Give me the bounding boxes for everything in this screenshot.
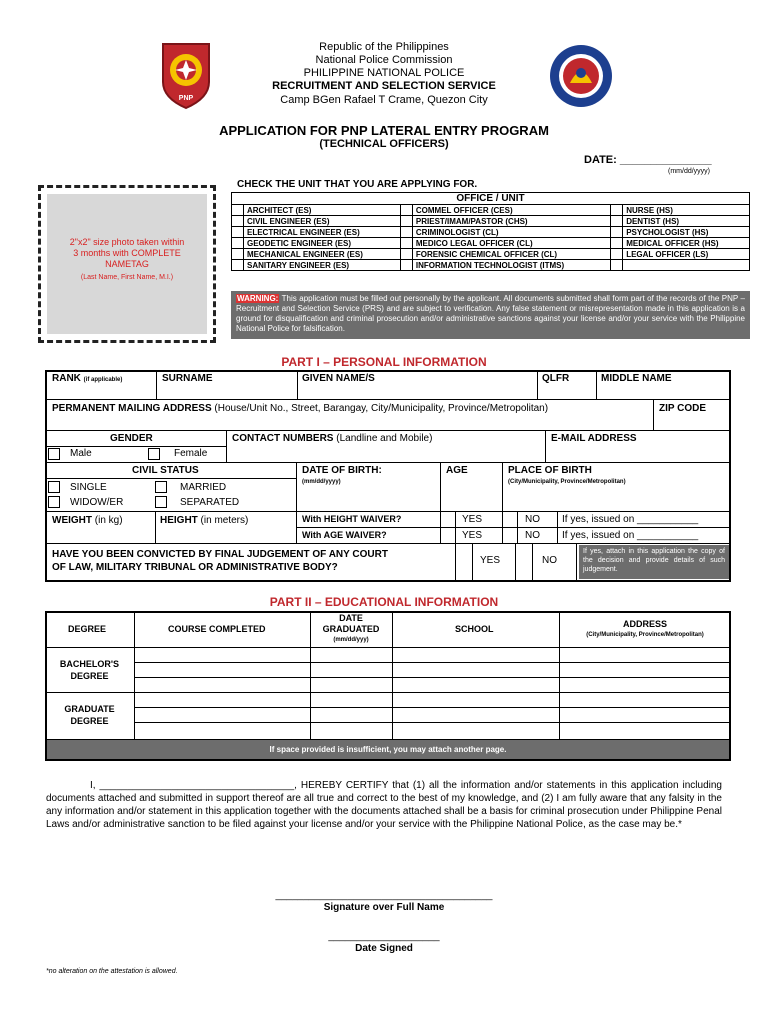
school-header: SCHOOL xyxy=(455,624,494,634)
unit-label: MEDICO LEGAL OFFICER (CL) xyxy=(412,238,610,249)
bachelor-degree-label: BACHELOR'S DEGREE xyxy=(59,659,120,681)
units-header: OFFICE / UNIT xyxy=(232,193,750,205)
signature-line[interactable]: _______________________________________ xyxy=(275,890,493,901)
photo-instruction-3: NAMETAG xyxy=(105,259,149,269)
age-waiver-issued[interactable]: If yes, issued on ___________ xyxy=(562,530,699,541)
unit-label: ARCHITECT (ES) xyxy=(244,205,401,216)
warning-text: This application must be filled out personally by the applicant. All documents submitted shall form part of the records of the PNP – Recruitment and Selection Service (PRS) and are subject to verification. Any false statement or misrepresentation made in this application is a ground for disqualification and criminal prosecution and/or administrative sanctions against your license and/or your service with the Philippine National Police for falsification. xyxy=(236,294,745,333)
part1-title: PART I – PERSONAL INFORMATION xyxy=(281,355,487,369)
age-label[interactable]: AGE xyxy=(446,465,468,476)
single-label: SINGLE xyxy=(70,482,107,493)
unit-label: GEODETIC ENGINEER (ES) xyxy=(244,238,401,249)
unit-label: MECHANICAL ENGINEER (ES) xyxy=(244,249,401,260)
married-checkbox[interactable] xyxy=(155,481,167,493)
surname-label[interactable]: SURNAME xyxy=(162,373,213,384)
unit-label: MEDICAL OFFICER (HS) xyxy=(623,238,750,249)
header-camp: Camp BGen Rafael T Crame, Quezon City xyxy=(280,94,488,106)
zip-label[interactable]: ZIP CODE xyxy=(659,403,707,414)
height-label[interactable]: HEIGHT (in meters) xyxy=(160,515,249,526)
male-checkbox[interactable] xyxy=(48,448,60,460)
units-table xyxy=(231,192,750,271)
photo-instruction-4: (Last Name, First Name, M.I.) xyxy=(80,274,174,281)
pob-label[interactable]: PLACE OF BIRTH xyxy=(508,465,592,476)
height-waiver-yes[interactable]: YES xyxy=(462,514,483,525)
warning-box xyxy=(231,291,750,339)
unit-label: NURSE (HS) xyxy=(623,205,750,216)
warning-tag: WARNING: xyxy=(237,294,279,303)
unit-instruction: CHECK THE UNIT THAT YOU ARE APPLYING FOR. xyxy=(237,179,478,190)
degree-header: DEGREE xyxy=(68,624,107,634)
female-label: Female xyxy=(174,448,208,459)
date-format: (mm/dd/yyyy) xyxy=(668,168,710,175)
photo-box[interactable] xyxy=(38,185,216,343)
pob-format: (City/Municipality, Province/Metropolitan) xyxy=(508,479,626,485)
unit-checkbox[interactable] xyxy=(232,238,244,249)
unit-checkbox[interactable] xyxy=(611,227,623,238)
height-waiver-label: With HEIGHT WAIVER? xyxy=(302,514,402,524)
header-pnp: PHILIPPINE NATIONAL POLICE xyxy=(303,67,465,79)
unit-checkbox[interactable] xyxy=(611,249,623,260)
unit-label: LEGAL OFFICER (LS) xyxy=(623,249,750,260)
unit-checkbox[interactable] xyxy=(400,238,412,249)
email-label[interactable]: E-MAIL ADDRESS xyxy=(551,433,637,444)
course-header: COURSE COMPLETED xyxy=(168,624,266,634)
unit-label: FORENSIC CHEMICAL OFFICER (CL) xyxy=(412,249,610,260)
civil-status-label: CIVIL STATUS xyxy=(132,465,199,476)
single-checkbox[interactable] xyxy=(48,481,60,493)
convicted-yes[interactable]: YES xyxy=(480,555,501,566)
photo-instruction-2: 3 months with COMPLETE xyxy=(73,248,181,258)
unit-checkbox[interactable] xyxy=(400,249,412,260)
unit-checkbox xyxy=(611,260,623,271)
separated-checkbox[interactable] xyxy=(155,496,167,508)
form-subtitle: (TECHNICAL OFFICERS) xyxy=(319,138,449,150)
date-graduated-header: DATE GRADUATED (mm/dd/yyy) xyxy=(322,613,380,643)
form-title: APPLICATION FOR PNP LATERAL ENTRY PROGRAM xyxy=(219,123,549,138)
address-header: ADDRESS (City/Municipality, Province/Metropolitan) xyxy=(586,619,704,638)
middle-name-label[interactable]: MIDDLE NAME xyxy=(601,373,672,384)
unit-label: ELECTRICAL ENGINEER (ES) xyxy=(244,227,401,238)
date-field[interactable]: DATE: _______________ xyxy=(584,154,712,166)
address-label[interactable]: PERMANENT MAILING ADDRESS (House/Unit No., Street, Barangay, City/Municipality, Province/Metropolitan) xyxy=(52,403,549,414)
unit-checkbox[interactable] xyxy=(232,227,244,238)
unit-label: CRIMINOLOGIST (CL) xyxy=(412,227,610,238)
unit-label: PSYCHOLOGIST (HS) xyxy=(623,227,750,238)
signature-label: Signature over Full Name xyxy=(323,902,445,913)
unit-label: CIVIL ENGINEER (ES) xyxy=(244,216,401,227)
widow-label: WIDOW/ER xyxy=(70,497,124,508)
date-signed-line[interactable]: ____________________ xyxy=(328,931,440,942)
given-name-label[interactable]: GIVEN NAME/S xyxy=(302,373,375,384)
unit-checkbox[interactable] xyxy=(400,227,412,238)
gender-label: GENDER xyxy=(110,433,153,444)
age-waiver-no[interactable]: NO xyxy=(525,530,540,541)
header-republic: Republic of the Philippines xyxy=(319,41,449,53)
widow-checkbox[interactable] xyxy=(48,496,60,508)
unit-label: PRIEST/IMAM/PASTOR (CHS) xyxy=(412,216,610,227)
unit-checkbox[interactable] xyxy=(400,260,412,271)
dob-format: (mm/dd/yyyy) xyxy=(302,479,341,485)
separated-label: SEPARATED xyxy=(180,497,240,508)
unit-label: COMMEL OFFICER (CES) xyxy=(412,205,610,216)
unit-checkbox[interactable] xyxy=(232,205,244,216)
unit-checkbox[interactable] xyxy=(611,205,623,216)
age-waiver-yes[interactable]: YES xyxy=(462,530,483,541)
header-napolcom: National Police Commission xyxy=(315,54,453,66)
married-label: MARRIED xyxy=(180,482,227,493)
height-waiver-issued[interactable]: If yes, issued on ___________ xyxy=(562,514,699,525)
unit-checkbox[interactable] xyxy=(232,260,244,271)
unit-label: DENTIST (HS) xyxy=(623,216,750,227)
female-checkbox[interactable] xyxy=(148,448,160,460)
unit-checkbox[interactable] xyxy=(232,216,244,227)
convicted-question-1: HAVE YOU BEEN CONVICTED BY FINAL JUDGEMENT OF ANY COURT xyxy=(52,549,388,560)
photo-instruction-1: 2"x2" size photo taken within xyxy=(69,237,185,247)
convicted-question-2: OF LAW, MILITARY TRIBUNAL OR ADMINISTRATIVE BODY? xyxy=(52,562,338,573)
unit-label xyxy=(623,260,750,271)
height-waiver-no[interactable]: NO xyxy=(525,514,540,525)
footnote: *no alteration on the attestation is allowed. xyxy=(46,968,178,975)
age-waiver-label: With AGE WAIVER? xyxy=(302,530,387,540)
convicted-no[interactable]: NO xyxy=(542,555,557,566)
unit-label: SANITARY ENGINEER (ES) xyxy=(244,260,401,271)
unit-checkbox[interactable] xyxy=(400,216,412,227)
part2-title: PART II – EDUCATIONAL INFORMATION xyxy=(269,595,499,609)
unit-checkbox[interactable] xyxy=(611,238,623,249)
contact-label[interactable]: CONTACT NUMBERS (Landline and Mobile) xyxy=(232,433,433,444)
attach-note: If yes, attach in this application the copy of the decision and provide details of such judgement. xyxy=(579,545,729,579)
date-signed-label: Date Signed xyxy=(355,943,413,954)
weight-label[interactable]: WEIGHT (in kg) xyxy=(52,515,123,526)
unit-checkbox[interactable] xyxy=(400,205,412,216)
qlfr-label[interactable]: QLFR xyxy=(542,373,570,384)
unit-label: INFORMATION TECHNOLOGIST (ITMS) xyxy=(412,260,610,271)
header-rss: RECRUITMENT AND SELECTION SERVICE xyxy=(272,80,496,92)
certification-text: I, ___________________________________, HEREBY CERTIFY that (1) all the information and/or statements in this application including documents attached and submitted in support thereof are all true and correct to the best of my knowledge, and (2) I am fully aware that any falsity in the any information and/or statement in this application together with the documents attached shall be a basis for criminal prosecution under Philippine Penal Laws and/or administrative sanction to be filed against your license and/or your service with the Philippine National Police, as the case may be.* xyxy=(46,780,722,830)
male-label: Male xyxy=(70,448,92,459)
unit-checkbox[interactable] xyxy=(232,249,244,260)
insufficient-note: If space provided is insufficient, you may attach another page. xyxy=(47,740,729,759)
svg-text:PNP: PNP xyxy=(178,95,194,102)
graduate-degree-label: GRADUATE DEGREE xyxy=(64,704,115,726)
dob-label[interactable]: DATE OF BIRTH: xyxy=(302,465,382,476)
rank-label[interactable]: RANK (if applicable) xyxy=(52,373,123,384)
unit-checkbox[interactable] xyxy=(611,216,623,227)
